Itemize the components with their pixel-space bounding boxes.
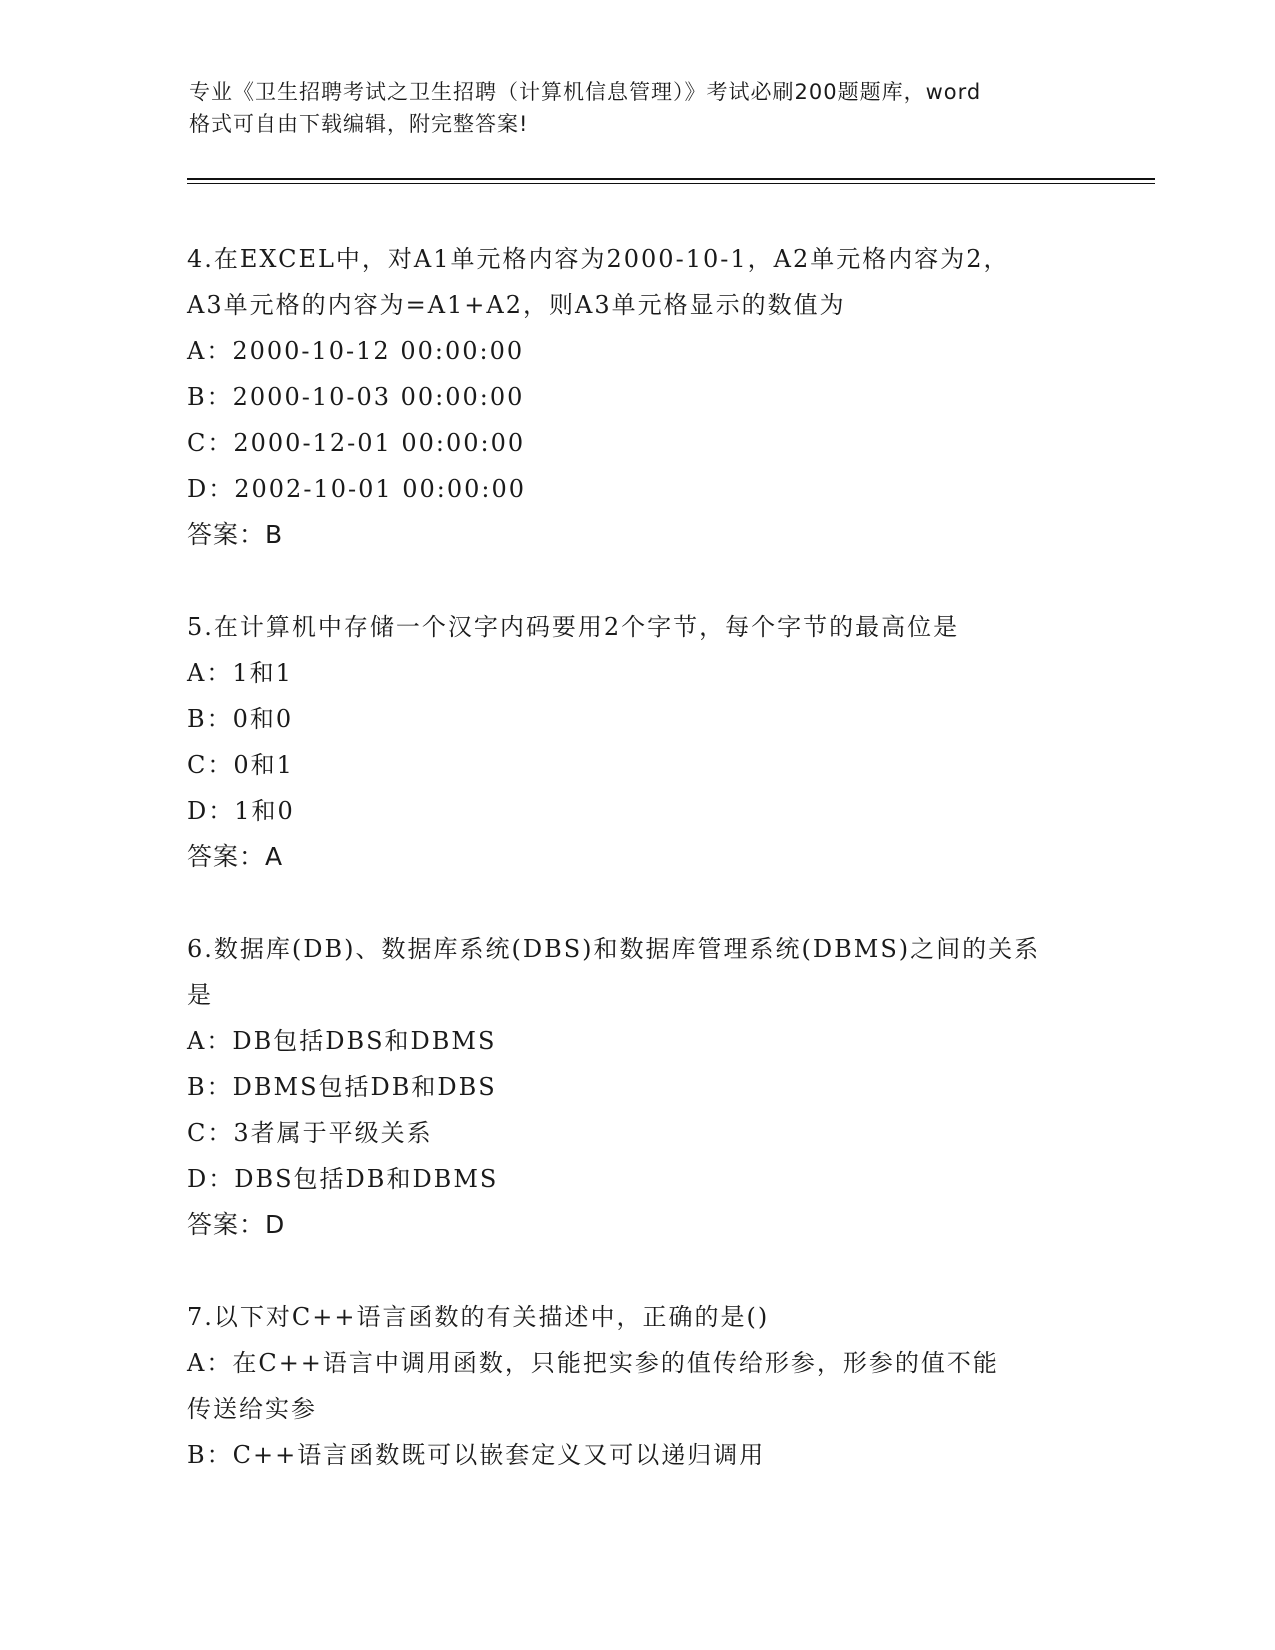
question-stem: 4.在EXCEL中，对A1单元格内容为2000-10-1，A2单元格内容为2，	[187, 245, 1010, 273]
question-stem: 6.数据库(DB)、数据库系统(DBS)和数据库管理系统(DBMS)之间的关系	[187, 935, 1041, 963]
option-c: C：2000-12-01 00:00:00	[187, 429, 526, 457]
question-stem: 5.在计算机中存储一个汉字内码要用2个字节，每个字节的最高位是	[187, 613, 960, 641]
option-d: D：1和0	[187, 797, 295, 825]
option-a: A：2000-10-12 00:00:00	[187, 337, 525, 365]
option-d: D：2002-10-01 00:00:00	[187, 475, 527, 503]
question-4	[187, 236, 1087, 558]
option-a-continued: 传送给实参	[187, 1395, 317, 1423]
option-a: A：在C++语言中调用函数，只能把实参的值传给形参，形参的值不能	[187, 1349, 999, 1377]
answer-label: 答案：D	[187, 1210, 286, 1239]
question-7	[187, 1294, 1087, 1478]
option-d: D：DBS包括DB和DBMS	[187, 1165, 499, 1193]
question-stem: 7.以下对C++语言函数的有关描述中，正确的是()	[187, 1303, 770, 1331]
question-6	[187, 926, 1087, 1248]
option-a: A：1和1	[187, 659, 293, 687]
option-c: C：3者属于平级关系	[187, 1119, 433, 1147]
document-header	[189, 76, 1089, 140]
question-stem: 是	[187, 981, 213, 1009]
question-stem: A3单元格的内容为=A1+A2，则A3单元格显示的数值为	[187, 291, 846, 319]
header-line-1: 专业《卫生招聘考试之卫生招聘（计算机信息管理）》考试必刷200题题库，word	[189, 80, 982, 104]
answer-label: 答案：A	[187, 842, 284, 871]
option-b: B：DBMS包括DB和DBS	[187, 1073, 497, 1101]
question-5	[187, 604, 1087, 880]
header-divider-thick	[187, 178, 1155, 180]
option-b: B：2000-10-03 00:00:00	[187, 383, 525, 411]
header-line-2: 格式可自由下载编辑，附完整答案!	[189, 112, 529, 136]
option-b: B：C++语言函数既可以嵌套定义又可以递归调用	[187, 1441, 766, 1469]
question-list	[187, 236, 1087, 1524]
option-a: A：DB包括DBS和DBMS	[187, 1027, 497, 1055]
option-c: C：0和1	[187, 751, 294, 779]
answer-label: 答案：B	[187, 520, 284, 549]
option-b: B：0和0	[187, 705, 294, 733]
header-divider-thin	[187, 183, 1155, 184]
